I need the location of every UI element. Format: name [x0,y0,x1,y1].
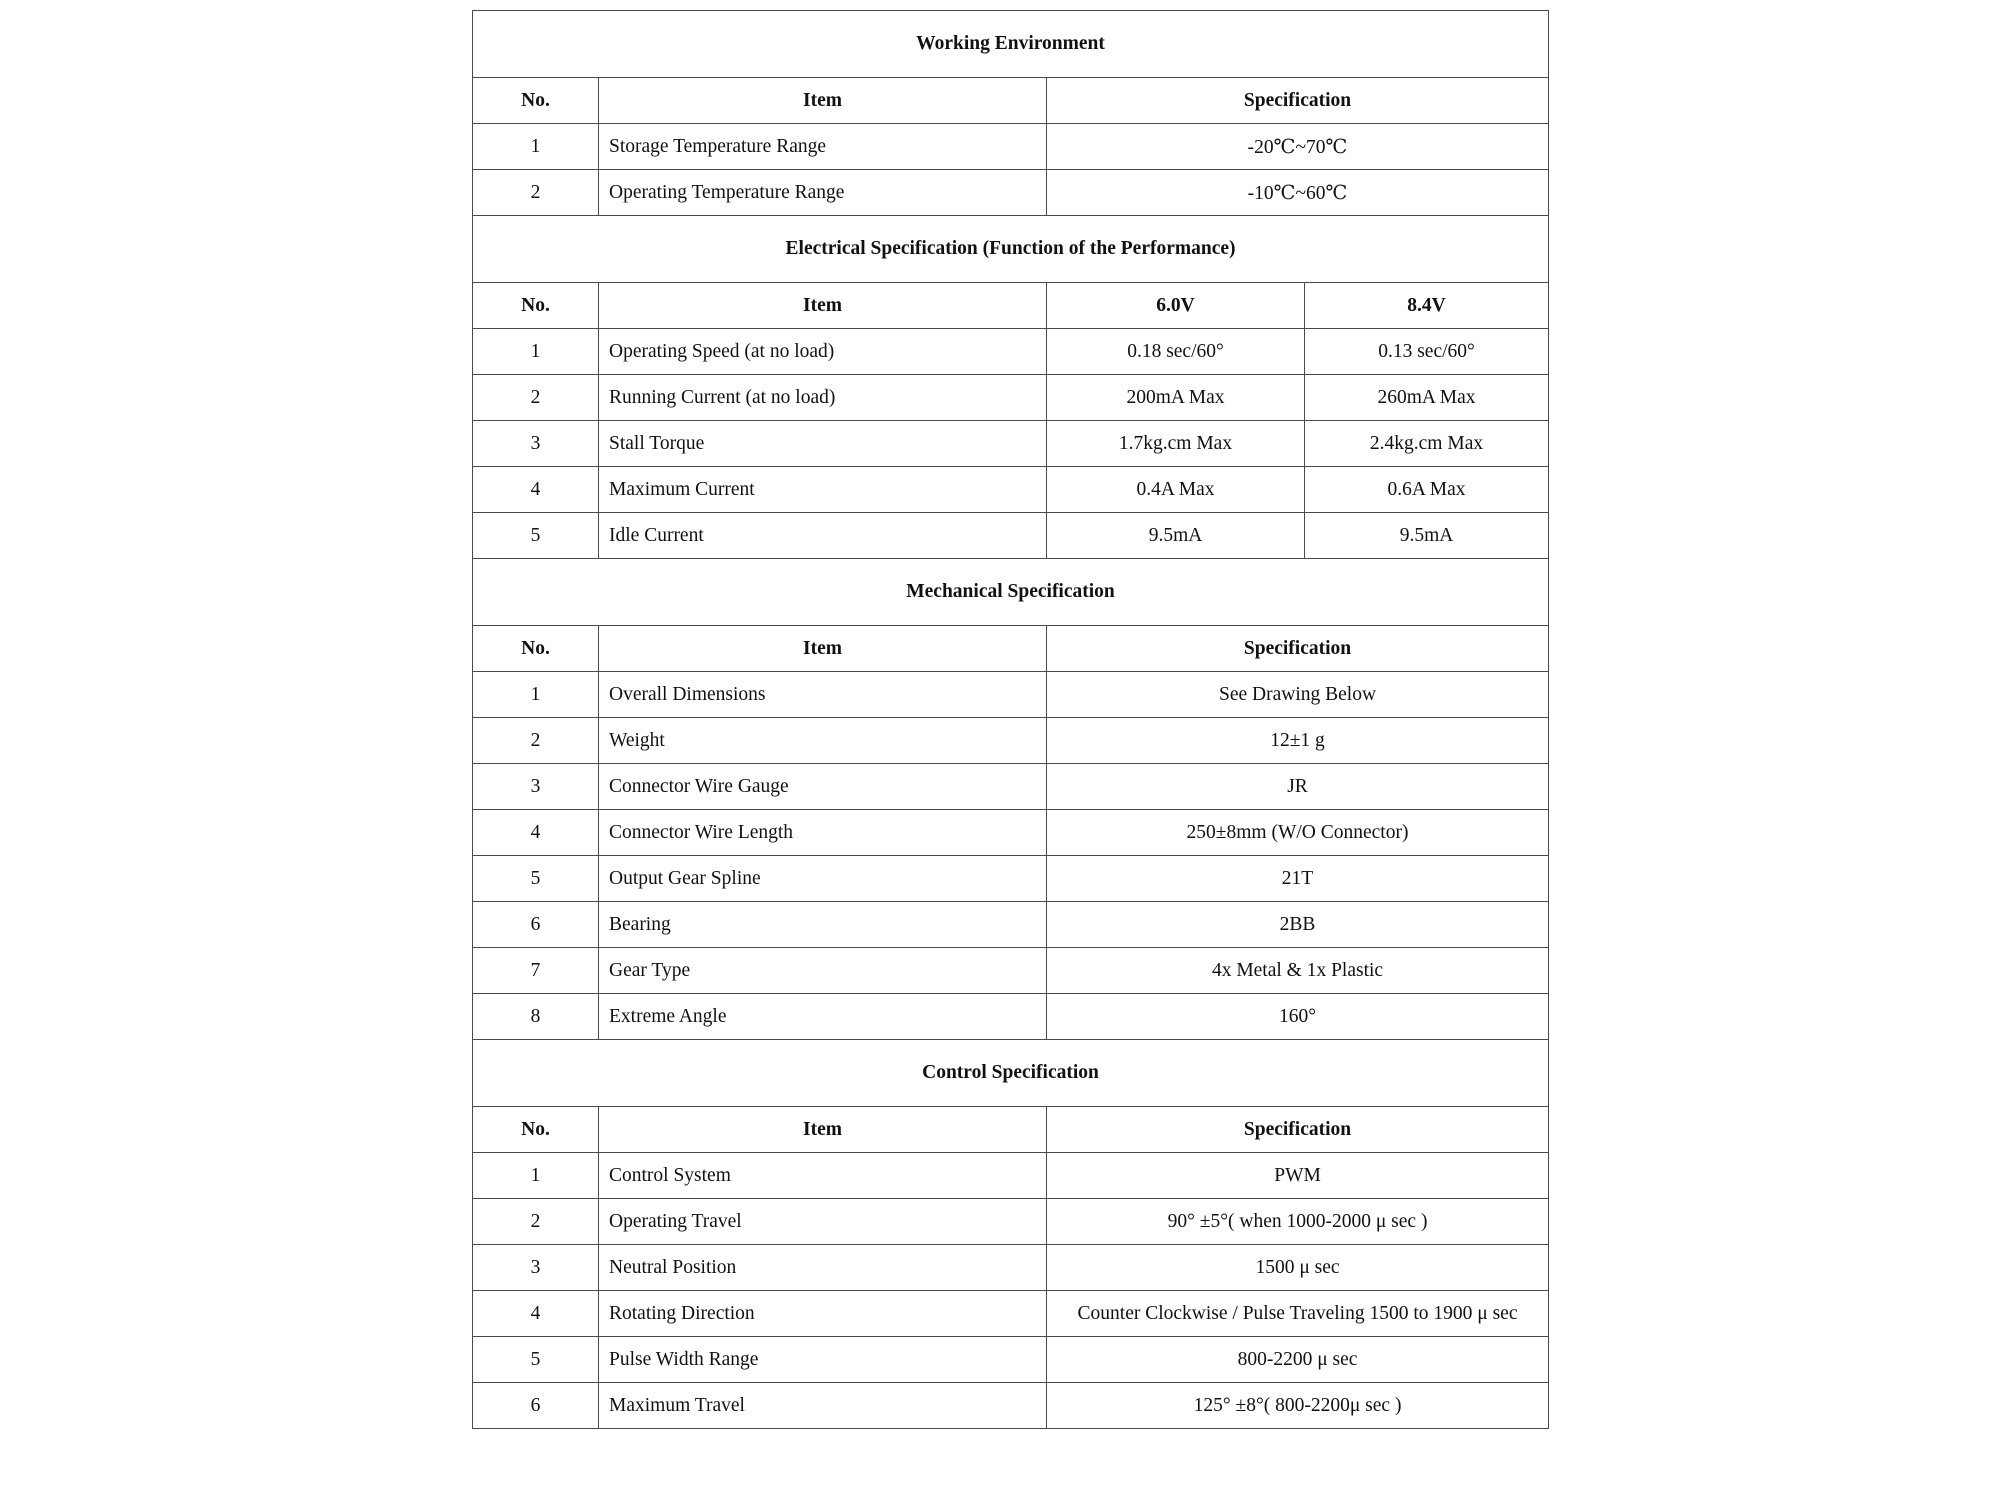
cell-item: Storage Temperature Range [599,124,1047,170]
cell-item: Gear Type [599,948,1047,994]
cell-no: 8 [473,994,599,1040]
cell-no: 5 [473,1337,599,1383]
cell-spec: 90° ±5°( when 1000-2000 μ sec ) [1047,1199,1549,1245]
cell-no: 3 [473,764,599,810]
header-voltage-8v: 8.4V [1305,283,1549,329]
header-spec: Specification [1047,78,1549,124]
cell-8v: 0.6A Max [1305,467,1549,513]
table-row [473,764,1549,810]
header-no: No. [473,626,599,672]
header-item: Item [599,1107,1047,1153]
cell-no: 1 [473,672,599,718]
cell-item: Operating Travel [599,1199,1047,1245]
section-row [473,11,1549,78]
section-row [473,216,1549,283]
cell-no: 4 [473,1291,599,1337]
cell-spec: 160° [1047,994,1549,1040]
cell-item: Extreme Angle [599,994,1047,1040]
cell-spec: Counter Clockwise / Pulse Traveling 1500 to 1900 μ sec [1047,1291,1549,1337]
cell-item: Connector Wire Length [599,810,1047,856]
cell-item: Operating Speed (at no load) [599,329,1047,375]
cell-8v: 2.4kg.cm Max [1305,421,1549,467]
cell-no: 4 [473,467,599,513]
cell-item: Maximum Current [599,467,1047,513]
cell-item: Operating Temperature Range [599,170,1047,216]
cell-8v: 9.5mA [1305,513,1549,559]
cell-6v: 200mA Max [1047,375,1305,421]
section-title: Electrical Specification (Function of the Performance) [473,216,1549,283]
table-row [473,1245,1549,1291]
cell-no: 5 [473,513,599,559]
header-item: Item [599,78,1047,124]
section-title: Mechanical Specification [473,559,1549,626]
table-row [473,170,1549,216]
cell-8v: 260mA Max [1305,375,1549,421]
cell-spec: 800-2200 μ sec [1047,1337,1549,1383]
header-item: Item [599,283,1047,329]
cell-no: 3 [473,1245,599,1291]
cell-item: Control System [599,1153,1047,1199]
cell-item: Connector Wire Gauge [599,764,1047,810]
cell-spec: See Drawing Below [1047,672,1549,718]
table-row [473,124,1549,170]
cell-no: 2 [473,718,599,764]
cell-item: Running Current (at no load) [599,375,1047,421]
cell-item: Pulse Width Range [599,1337,1047,1383]
table-row [473,672,1549,718]
spec-table [472,10,1549,1429]
cell-item: Overall Dimensions [599,672,1047,718]
cell-spec: -10℃~60℃ [1047,170,1549,216]
header-no: No. [473,1107,599,1153]
cell-item: Weight [599,718,1047,764]
cell-spec: 250±8mm (W/O Connector) [1047,810,1549,856]
cell-item: Neutral Position [599,1245,1047,1291]
table-header-row [473,283,1549,329]
section-row [473,1040,1549,1107]
cell-spec: 2BB [1047,902,1549,948]
table-row [473,467,1549,513]
cell-8v: 0.13 sec/60° [1305,329,1549,375]
cell-no: 2 [473,375,599,421]
cell-no: 2 [473,1199,599,1245]
cell-item: Maximum Travel [599,1383,1047,1429]
cell-item: Output Gear Spline [599,856,1047,902]
cell-6v: 0.18 sec/60° [1047,329,1305,375]
table-header-row [473,1107,1549,1153]
cell-spec: 21T [1047,856,1549,902]
table-header-row [473,626,1549,672]
cell-no: 1 [473,329,599,375]
section-title: Working Environment [473,11,1549,78]
table-row [473,718,1549,764]
cell-no: 5 [473,856,599,902]
cell-no: 6 [473,902,599,948]
table-row [473,513,1549,559]
table-row [473,421,1549,467]
cell-6v: 1.7kg.cm Max [1047,421,1305,467]
cell-item: Idle Current [599,513,1047,559]
cell-no: 6 [473,1383,599,1429]
table-row [473,948,1549,994]
header-no: No. [473,283,599,329]
cell-spec: -20℃~70℃ [1047,124,1549,170]
cell-item: Rotating Direction [599,1291,1047,1337]
table-row [473,1153,1549,1199]
table-row [473,1199,1549,1245]
cell-spec: PWM [1047,1153,1549,1199]
table-header-row [473,78,1549,124]
cell-item: Bearing [599,902,1047,948]
cell-6v: 9.5mA [1047,513,1305,559]
table-row [473,810,1549,856]
header-spec: Specification [1047,1107,1549,1153]
table-row [473,1291,1549,1337]
cell-spec: 125° ±8°( 800-2200μ sec ) [1047,1383,1549,1429]
table-row [473,902,1549,948]
header-no: No. [473,78,599,124]
table-row [473,856,1549,902]
header-spec: Specification [1047,626,1549,672]
table-row [473,1383,1549,1429]
cell-spec: 4x Metal & 1x Plastic [1047,948,1549,994]
cell-no: 1 [473,1153,599,1199]
cell-item: Stall Torque [599,421,1047,467]
header-item: Item [599,626,1047,672]
section-title: Control Specification [473,1040,1549,1107]
cell-no: 2 [473,170,599,216]
table-row [473,329,1549,375]
cell-no: 3 [473,421,599,467]
table-row [473,994,1549,1040]
cell-no: 1 [473,124,599,170]
cell-spec: 1500 μ sec [1047,1245,1549,1291]
section-row [473,559,1549,626]
cell-spec: JR [1047,764,1549,810]
table-row [473,1337,1549,1383]
cell-no: 4 [473,810,599,856]
cell-spec: 12±1 g [1047,718,1549,764]
header-voltage-6v: 6.0V [1047,283,1305,329]
cell-6v: 0.4A Max [1047,467,1305,513]
table-row [473,375,1549,421]
cell-no: 7 [473,948,599,994]
